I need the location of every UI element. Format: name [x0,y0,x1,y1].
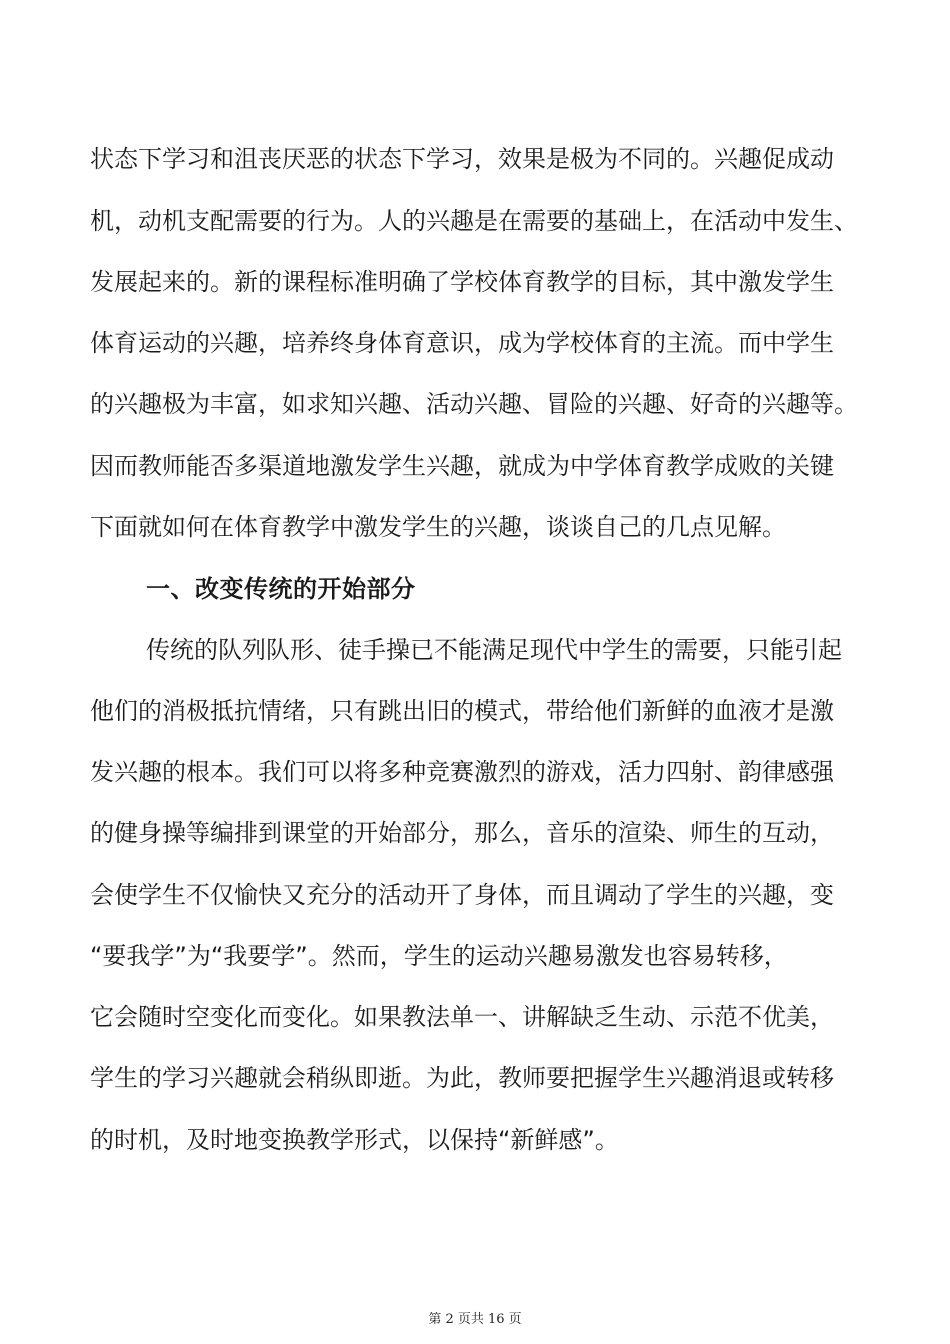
page-number-footer: 第 2 页共 16 页 [428,1312,522,1327]
paragraph-line: 下面就如何在体育教学中激发学生的兴趣，谈谈自己的几点见解。 [90,513,786,541]
paragraph-line: 因而教师能否多渠道地激发学生兴趣，就成为中学体育教学成败的关键 [90,452,834,480]
paragraph-line: 状态下学习和沮丧厌恶的状态下学习，效果是极为不同的。兴趣促成动 [90,145,834,173]
paragraph-line: 的健身操等编排到课堂的开始部分，那么，音乐的渲染、师生的互动， [90,819,834,847]
paragraph-line: 机，动机支配需要的行为。人的兴趣是在需要的基础上，在活动中发生、 [90,207,858,235]
paragraph-line: 的时机，及时地变换教学形式，以保持“新鲜感”。 [90,1126,619,1154]
paragraph-line: 的兴趣极为丰富，如求知兴趣、活动兴趣、冒险的兴趣、好奇的兴趣等。 [90,390,858,418]
section-heading: 一、改变传统的开始部分 [146,575,416,603]
paragraph-line: 会使学生不仅愉快又充分的活动开了身体，而且调动了学生的兴趣，变 [90,881,834,909]
paragraph-line: 他们的消极抵抗情绪，只有跳出旧的模式，带给他们新鲜的血液才是激 [90,697,834,725]
paragraph-line: 发展起来的。新的课程标准明确了学校体育教学的目标，其中激发学生 [90,268,834,296]
paragraph-line: 学生的学习兴趣就会稍纵即逝。为此，教师要把握学生兴趣消退或转移 [90,1064,834,1092]
paragraph-line: “要我学”为“我要学”。然而，学生的运动兴趣易激发也容易转移， [90,942,788,970]
paragraph-line: 它会随时空变化而变化。如果教法单一、讲解缺乏生动、示范不优美， [90,1003,834,1031]
paragraph-line: 发兴趣的根本。我们可以将多种竞赛激烈的游戏，活力四射、韵律感强 [90,758,834,786]
paragraph-line: 体育运动的兴趣，培养终身体育意识，成为学校体育的主流。而中学生 [90,329,834,357]
paragraph-line: 传统的队列队形、徒手操已不能满足现代中学生的需要，只能引起 [146,636,842,664]
